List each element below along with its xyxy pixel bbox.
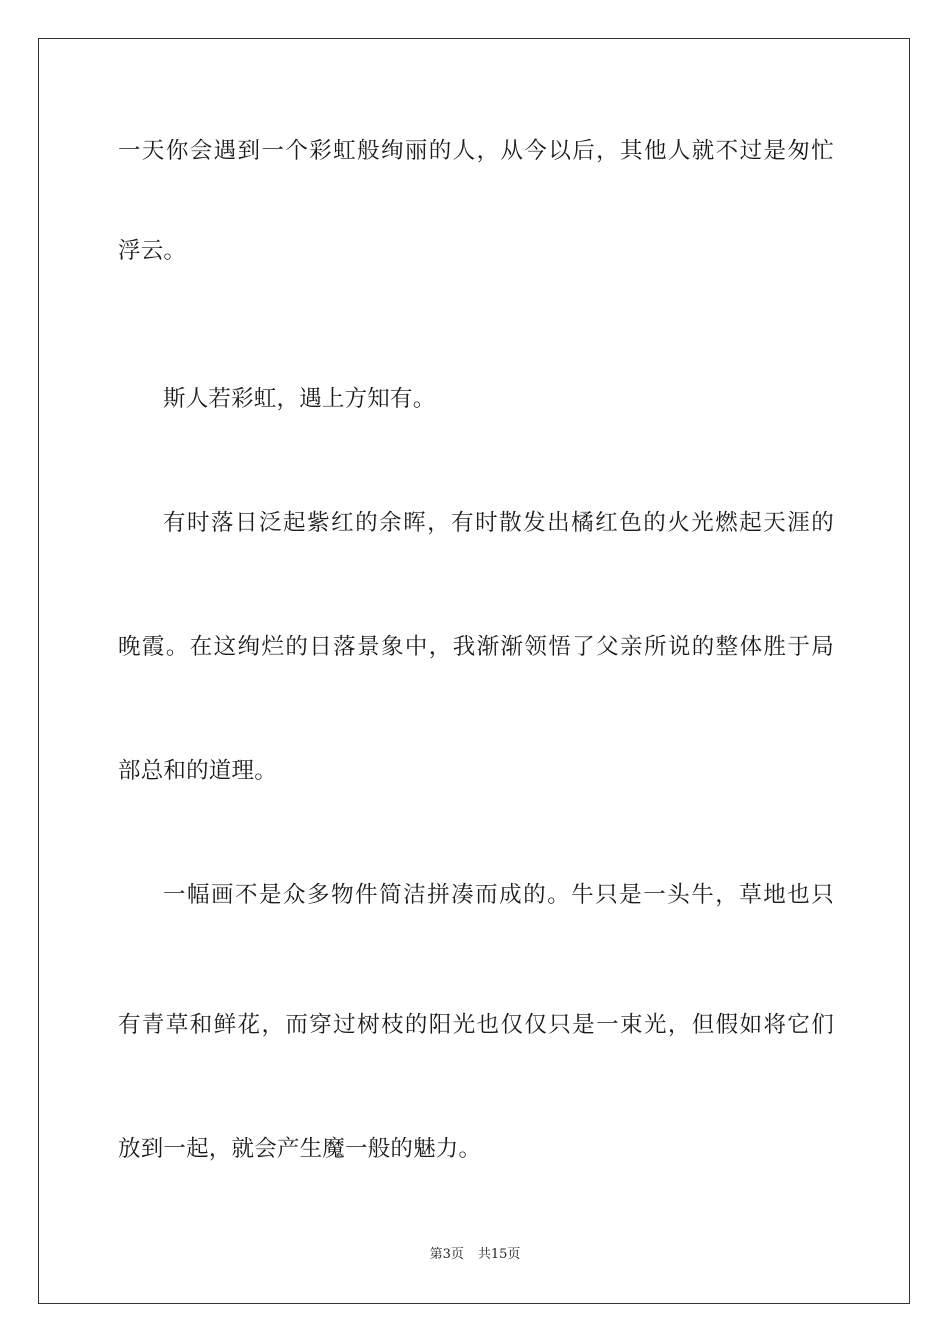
text-line: 放到一起，就会产生魔一般的魅力。 [118, 1136, 482, 1162]
text-line: 一幅画不是众多物件简洁拼凑而成的。牛只是一头牛，草地也只 [163, 882, 834, 908]
text-line: 斯人若彩虹，遇上方知有。 [163, 386, 436, 412]
text-line: 有时落日泛起紫红的余晖，有时散发出橘红色的火光燃起天涯的 [163, 510, 834, 536]
text-line: 一天你会遇到一个彩虹般绚丽的人，从今以后，其他人就不过是匆忙 [118, 138, 834, 164]
page-number: 第3页 [429, 1247, 464, 1262]
page-footer [0, 1246, 950, 1264]
text-line: 晚霞。在这绚烂的日落景象中，我渐渐领悟了父亲所说的整体胜于局 [118, 634, 834, 660]
page-total: 共15页 [477, 1247, 521, 1262]
page-border [38, 38, 910, 1304]
text-line: 有青草和鲜花，而穿过树枝的阳光也仅仅只是一束光，但假如将它们 [118, 1012, 834, 1038]
text-line: 浮云。 [118, 238, 187, 264]
text-line: 部总和的道理。 [118, 758, 277, 784]
